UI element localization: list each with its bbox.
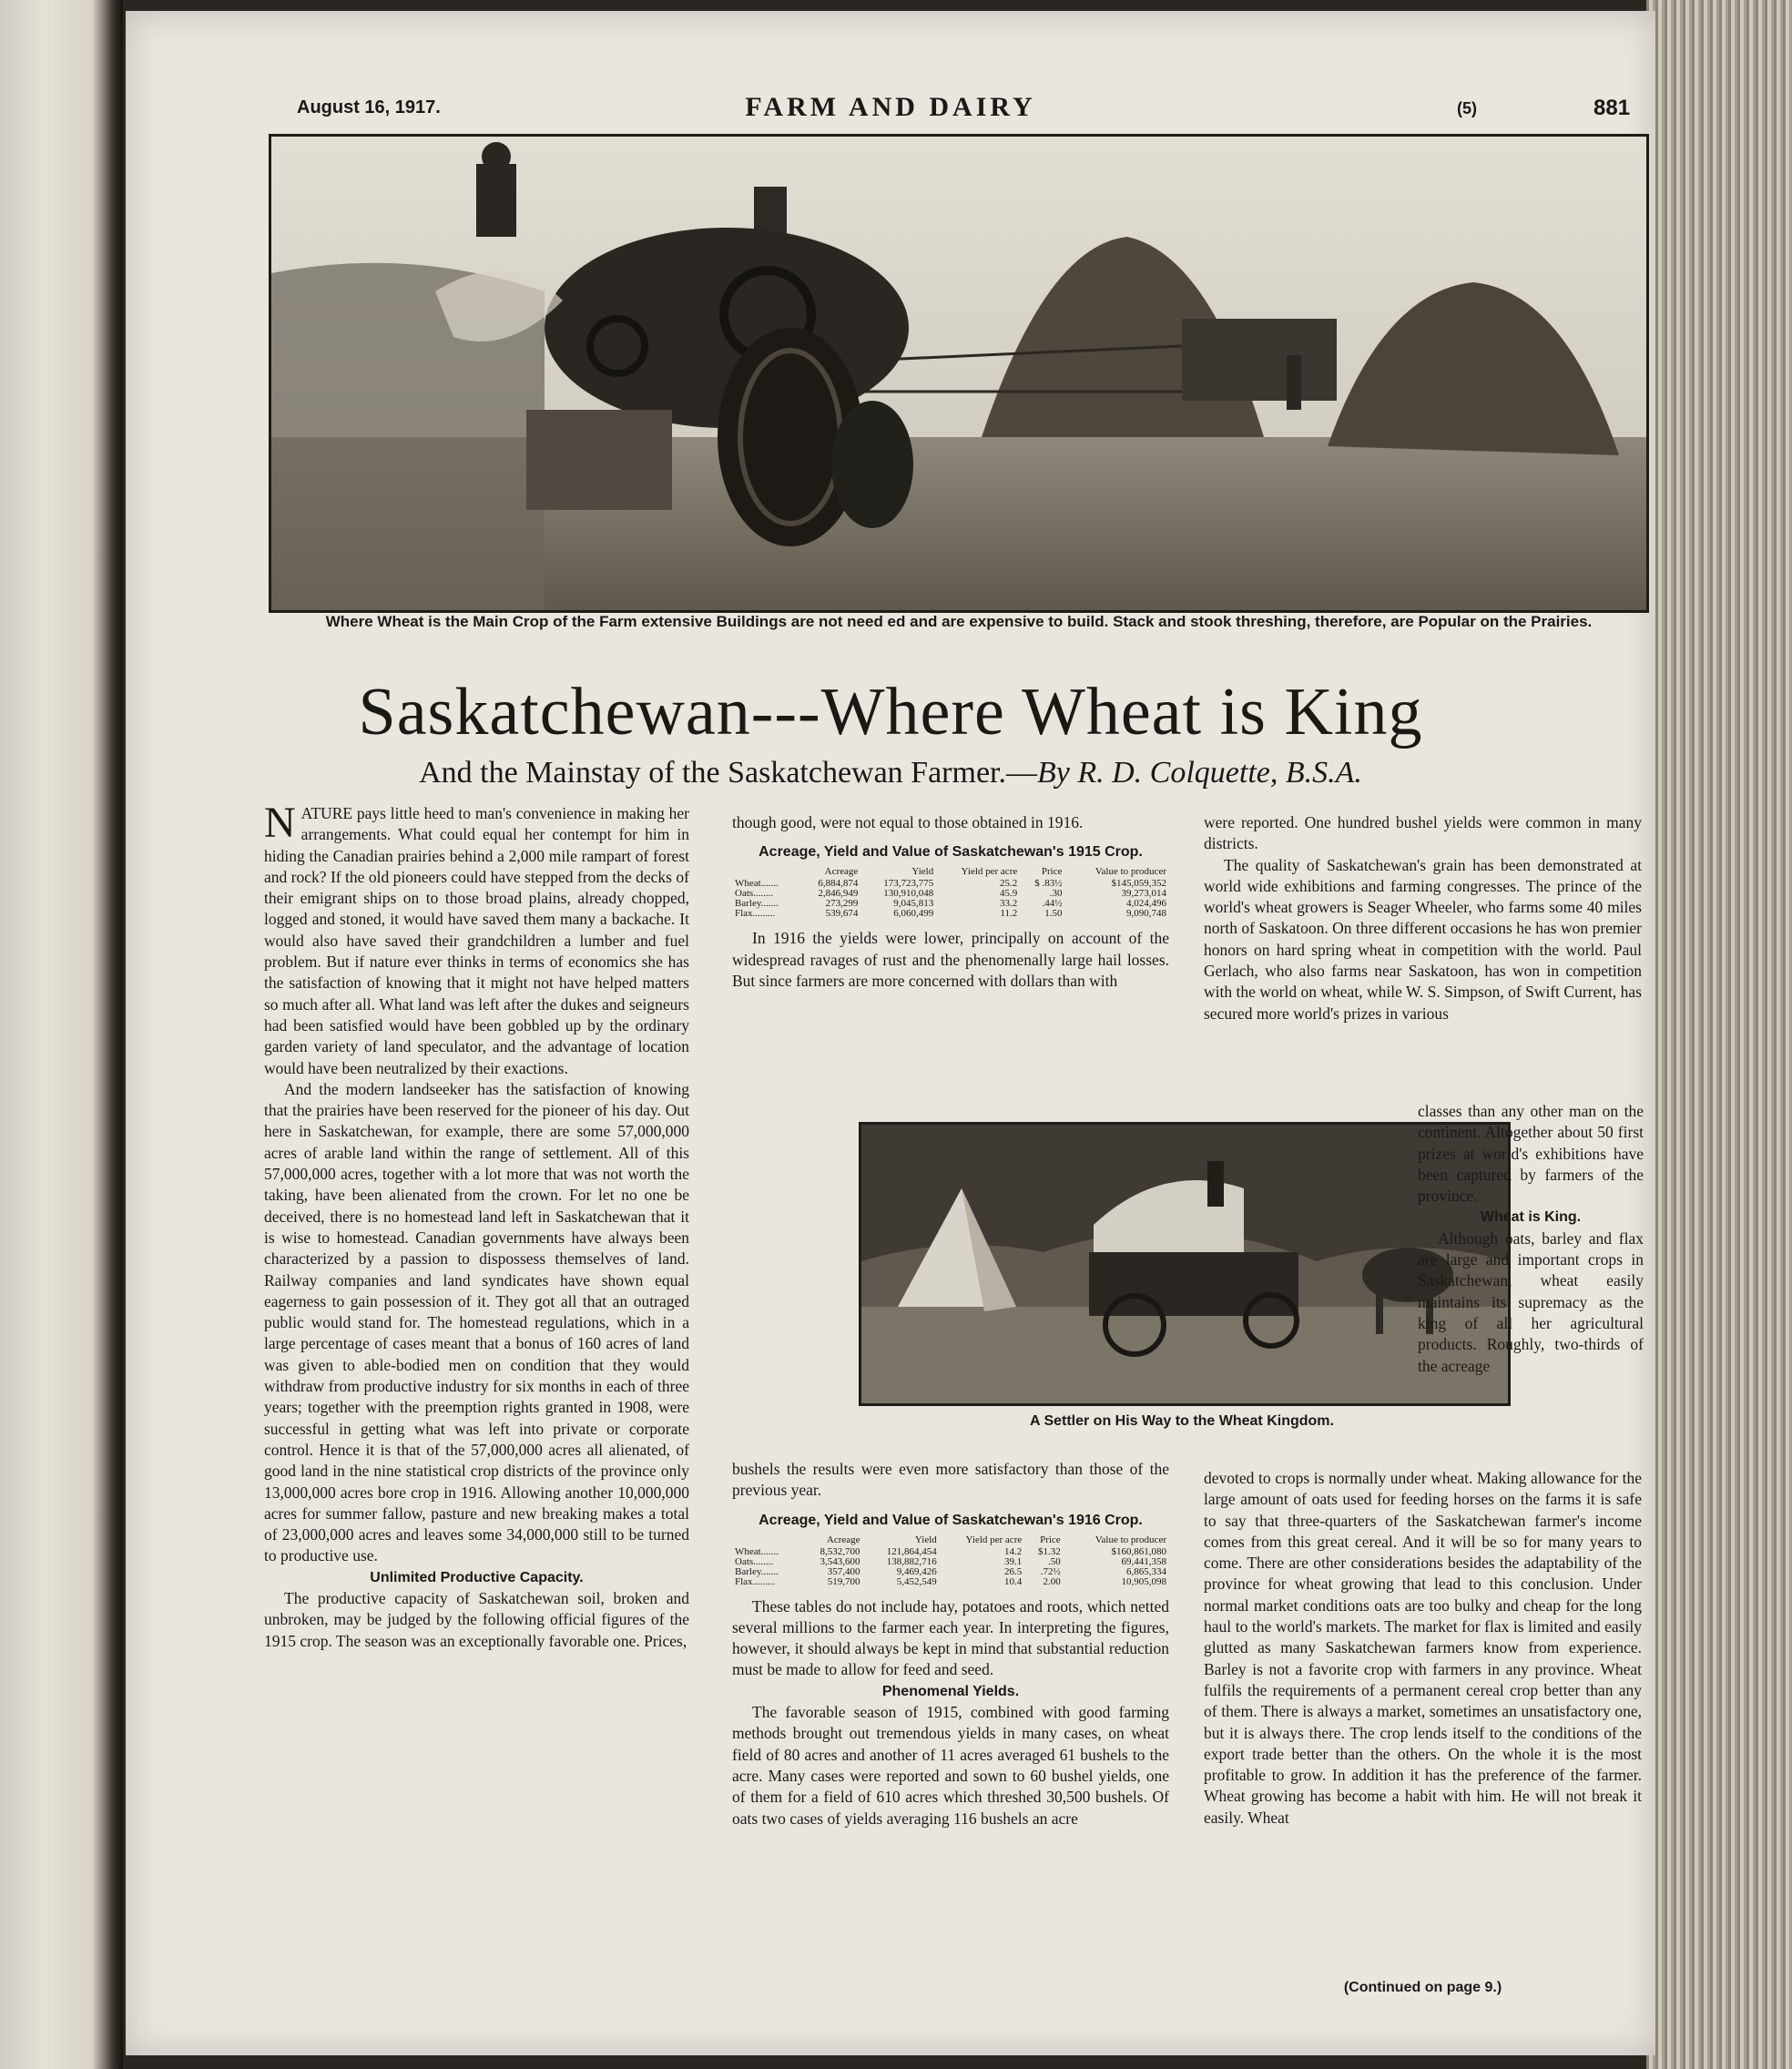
subtitle-text: And the Mainstay of the Saskatchewan Farmer.— (419, 756, 1037, 790)
table-cell: Barley....... (735, 898, 779, 910)
crop-table-1915 (732, 867, 1169, 919)
table-cell: 4,024,496 (1126, 898, 1166, 910)
column-three-narrow (1418, 1101, 1644, 1377)
opening-paragraph-text: ATURE pays little heed to man's convenience in making her arrangements. What could equal her contempt for him in hiding the Canadian prairies behind a 2,000 mile rampart of forest and rock? If the old pioneers could have stepped from the decks of their emigrant ships on to those broad plains, already chopped, logged and stoned, it would have saved them many a backache. It would also have saved their grandchildren a lumber and fuel problem. But if nature ever thinks in terms of economics she has the satisfaction of knowing that it might not have helped matters so much after all. What land was left after the dukes and seigneurs had been satisfied would have been gobbled up by the ordinary garden variety of land speculator, and the advantage of location would have been neutralized by their exactions. (264, 804, 689, 1077)
table-cell: $160,861,080 (1111, 1545, 1166, 1557)
table-cell: 357,400 (827, 1565, 860, 1577)
paragraph: In 1916 the yields were lower, principally on account of the widespread ravages of rust and the phenomenally large hail losses. But since farmers are more concerned with dollars than with (732, 929, 1169, 990)
table-cell: Oats........ (735, 888, 774, 900)
table-row (732, 1557, 1169, 1567)
paragraph: bushels the results were even more satisfactory than those of the previous year. (732, 1460, 1169, 1500)
table-cell: 11.2 (1000, 908, 1018, 920)
paragraph: The quality of Saskatchewan's grain has been demonstrated at world wide exhibitions and farming congresses. The prince of the world's wheat growers is Seager Wheeler, who farms some 40 miles north of Saskatoon. On three different occasions he has won premier honors on hard spring wheat in competition with the world. Paul Gerlach, who also farms near Saskatoon, has won in competition with the world on wheat, while W. S. Simpson, of Swift Current, has secured more world's prizes in various (1204, 855, 1642, 1023)
column-two-top (732, 812, 1169, 992)
table-cell: $145,059,352 (1111, 878, 1166, 890)
table-row (732, 899, 1169, 909)
table-header: Price (1040, 1534, 1061, 1545)
table-cell: 25.2 (999, 878, 1018, 890)
crop-table-1916 (732, 1535, 1169, 1587)
table-cell: Wheat....... (735, 1545, 779, 1557)
table-row (732, 889, 1169, 899)
mid-photo-caption: A Settler on His Way to the Wheat Kingdom. (1030, 1413, 1334, 1429)
table-header (732, 1535, 800, 1547)
table-cell: 45.9 (999, 888, 1018, 900)
section-number: (5) (1457, 99, 1477, 117)
table-cell: 6,060,499 (893, 908, 934, 920)
table-cell: Barley....... (735, 1565, 779, 1577)
table-row (732, 1577, 1169, 1587)
paragraph: though good, were not equal to those obtained in 1916. (732, 813, 1084, 831)
table-cell: 9,090,748 (1126, 908, 1166, 920)
table-cell: 10.4 (1003, 1575, 1023, 1587)
table-header: Value to producer (1095, 1534, 1166, 1545)
section-heading: Unlimited Productive Capacity. (370, 1569, 584, 1585)
table-cell: Flax......... (735, 908, 776, 920)
table-cell: 39,273,014 (1121, 888, 1166, 900)
paragraph: The favorable season of 1915, combined with good farming methods brought out tremendous yields in many cases, on wheat field of 80 acres and another of 11 acres averaged 61 bushels to the acre. Many cases were reported and sown to 60 bushel yields, one of them for a field of 610 acres which threshed 30,500 bushels. Of oats two cases of yields averaging 116 bushels an acre (732, 1703, 1169, 1828)
newspaper-page (126, 11, 1655, 2055)
column-two-bottom (732, 1459, 1169, 1829)
table-cell: 9,045,813 (893, 898, 934, 910)
table-cell: 3,543,600 (820, 1555, 860, 1567)
table-header: Yield per acre (965, 1534, 1023, 1545)
table-header: Acreage (826, 1534, 860, 1545)
article-subtitle (126, 756, 1655, 790)
adjacent-page-binding (0, 0, 123, 2069)
table-cell: 26.5 (1003, 1565, 1023, 1577)
paragraph: The productive capacity of Saskatchewan soil, broken and unbroken, may be judged by the following official figures of the 1915 crop. The season was an exceptionally favorable one. Prices, (264, 1588, 689, 1650)
column-three-top (1204, 812, 1642, 1024)
table-cell: .50 (1047, 1555, 1061, 1567)
column-one (264, 799, 689, 1652)
table-cell: 6,865,334 (1126, 1565, 1166, 1577)
table-cell: $1.32 (1037, 1545, 1061, 1557)
opening-paragraph (264, 799, 689, 1079)
table-cell: 130,910,048 (883, 888, 934, 900)
top-photo-caption: Where Wheat is the Main Crop of the Farm extensive Buildings are not need ed and are expensive to build. Stack and stook threshing, therefore, are Popular on the Prairies. (325, 613, 1593, 630)
masthead: FARM AND DAIRY (745, 92, 1036, 122)
table-cell: .30 (1049, 888, 1063, 900)
threshing-photo (269, 134, 1649, 613)
table-row (732, 909, 1169, 919)
section-heading: Wheat is King. (1480, 1209, 1582, 1226)
table-cell: 539,674 (825, 908, 859, 920)
table-row (732, 1547, 1169, 1557)
table-header: Price (1041, 866, 1063, 878)
table-cell: 8,532,700 (820, 1545, 860, 1557)
table-cell: Flax......... (735, 1575, 776, 1587)
paragraph: classes than any other man on the continent. Altogether about 50 first prizes at world's exhibitions have been captured by farmers of the province. (1418, 1102, 1644, 1206)
table-row (732, 879, 1169, 889)
table-cell: .44½ (1042, 898, 1063, 910)
table-header-row (732, 1535, 1169, 1547)
page-header (126, 92, 1655, 134)
table-cell: 1.50 (1044, 908, 1063, 920)
table-cell: 519,700 (827, 1575, 860, 1587)
column-three-bottom (1204, 1468, 1642, 1829)
table-cell: 9,469,426 (896, 1565, 937, 1577)
table-header-row (732, 867, 1169, 879)
table-cell: 173,723,775 (883, 878, 934, 890)
table-header: Value to producer (1095, 866, 1166, 878)
table-cell: Wheat....... (735, 878, 779, 890)
page-number: 881 (1593, 96, 1631, 120)
settler-wagon-photo (859, 1122, 1511, 1406)
table-cell: 5,452,549 (896, 1575, 937, 1587)
table-cell: 2.00 (1043, 1575, 1061, 1587)
table-cell: 33.2 (999, 898, 1018, 910)
author-byline: By R. D. Colquette, B.S.A. (1036, 756, 1362, 790)
paragraph: were reported. One hundred bushel yields were common in many districts. (1204, 813, 1642, 853)
table-1915-title: Acreage, Yield and Value of Saskatchewan's 1915 Crop. (759, 844, 1143, 861)
drop-cap: N (264, 799, 296, 847)
table-row (732, 1567, 1169, 1577)
issue-date: August 16, 1917. (297, 97, 441, 117)
table-cell: 10,905,098 (1121, 1575, 1166, 1587)
table-header: Yield (911, 866, 934, 878)
table-cell: 138,882,716 (886, 1555, 937, 1567)
paragraph: These tables do not include hay, potatoes and roots, which netted several millions to the farmer each year. In interpreting the figures, however, it should always be kept in mind that substantial reduction must be made to allow for feed and seed. (732, 1596, 1169, 1679)
paragraph: Although oats, barley and flax are large and important crops in Saskatchewan, wheat easily maintains its supremacy as the king of all her agricultural products. Roughly, two-thirds of the acreage (1418, 1228, 1644, 1375)
table-cell: 69,441,358 (1121, 1555, 1166, 1567)
paragraph: devoted to crops is normally under wheat. Making allowance for the large amount of oats used for feeding horses on the farms it is safe to say that three-quarters of the Saskatchewan farmer's income comes from this great cereal. And it will be so for many years to come. There are other considerations besides the adaptability of the province for wheat growing that lead to this conclusion. Under normal market conditions oats are too bulky and cheap for the long haul to the world's markets. The market for flax is limited and easily glutted as many Saskatchewan farmers know from experience. Barley is not a favorite crop with farmers in any province. Wheat fulfils the requirements of a permanent cereal crop better than any of them. There is always a market, sometimes an unsatisfactory one, but it is always there. The crop lends itself to the conditions of the export trade better than the others. On the whole it is the most profitable to grow. In addition it has the preference of the farmer. Wheat growing has become a habit with him. He will not break it easily. Wheat (1204, 1469, 1642, 1827)
section-heading: Phenomenal Yields. (881, 1683, 1020, 1699)
book-page-edges (1646, 0, 1792, 2069)
table-header: Yield per acre (961, 866, 1018, 878)
table-cell: 14.2 (1003, 1545, 1023, 1557)
table-cell: 273,299 (825, 898, 859, 910)
table-1916-title: Acreage, Yield and Value of Saskatchewan's 1916 Crop. (759, 1512, 1143, 1528)
table-cell: .72½ (1040, 1565, 1061, 1577)
paragraph: And the modern landseeker has the satisfaction of knowing that the prairies have been reserved for the pioneer of his day. Out here in Saskatchewan, for example, there are some 57,000,000 acres of arable land within the range of settlement. All of this 57,000,000 acres, together with a lot more that was not worth the taking, have been alienated from the crown. For let no one be deceived, there is no homestead land left in Saskatchewan that it is wise to homestead. Canadian governments have always been characterized by a passion to dispossess themselves of land. Railway companies and land syndicates have shown equal eagerness to gain possession of it. They got all that an outraged public would stand for. The homestead regulations, which in a large percentage of cases meant that a bonus of 160 acres of land was given to able-bodied men on condition that they would withdraw from productive industry for six months in each of three years; together with the preemption rights granted in 1908, were successful in getting what was left into private or corporate control. Hence it is that of the 57,000,000 acres all alienated, of good land in the nine statistical crop districts of the province only 13,000,000 acres bore crop in 1916. Allowing another 10,000,000 acres for summer fallow, pasture and new breaking makes a total of 23,000,000 acres and leaves some 34,000,000 still to be turned to productive use. (264, 1079, 689, 1565)
article-title: Saskatchewan---Where Wheat is King (358, 675, 1423, 749)
continued-note: (Continued on page 9.) (1343, 1980, 1502, 1995)
table-cell: 39.1 (1003, 1555, 1023, 1567)
table-cell: 6,884,874 (818, 878, 859, 890)
table-header: Yield (914, 1534, 937, 1545)
table-header: Acreage (824, 866, 859, 878)
table-cell: $ .83½ (1034, 878, 1063, 890)
table-cell: 121,864,454 (886, 1545, 937, 1557)
table-cell: 2,846,949 (818, 888, 859, 900)
table-cell: Oats........ (735, 1555, 774, 1567)
